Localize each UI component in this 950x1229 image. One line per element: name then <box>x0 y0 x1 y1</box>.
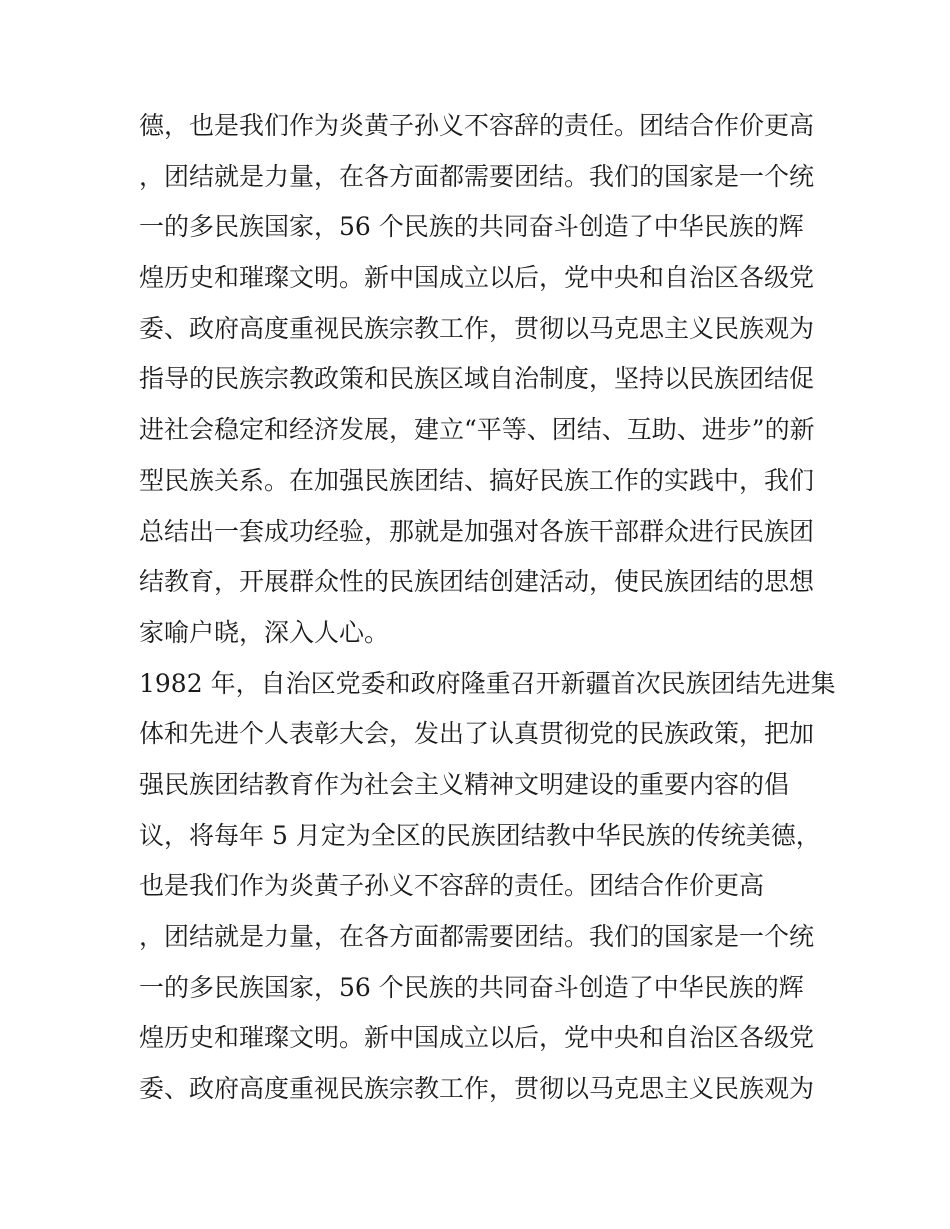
text-line: 也是我们作为炎黄子孙义不容辞的责任。团结合作价更高 <box>139 871 765 901</box>
text-line: 体和先进个人表彰大会，发出了认真贯彻党的民族政策，把加 <box>139 719 815 749</box>
text-line: 煌历史和璀璨文明。新中国成立以后，党中央和自治区各级党 <box>139 263 815 293</box>
body-text <box>139 101 836 1115</box>
text-line: 总结出一套成功经验，那就是加强对各族干部群众进行民族团 <box>139 516 815 546</box>
text-line: 一的多民族国家，56 个民族的共同奋斗创造了中华民族的辉 <box>139 972 804 1002</box>
text-line: 煌历史和璀璨文明。新中国成立以后，党中央和自治区各级党 <box>139 1023 815 1053</box>
text-line: 进社会稳定和经济发展，建立“平等、团结、互助、进步”的新 <box>139 415 815 445</box>
text-line: 德，也是我们作为炎黄子孙义不容辞的责任。团结合作价更高 <box>139 111 815 140</box>
text-line: 一的多民族国家，56 个民族的共同奋斗创造了中华民族的辉 <box>139 212 804 242</box>
text-line: 议，将每年 5 月定为全区的民族团结教中华民族的传统美德， <box>139 820 821 850</box>
text-line: 家喻户晓，深入人心。 <box>139 617 390 647</box>
text-line: 委、政府高度重视民族宗教工作，贯彻以马克思主义民族观为 <box>139 313 815 343</box>
text-line: 1982 年，自治区党委和政府隆重召开新疆首次民族团结先进集 <box>139 668 836 698</box>
text-line: ，团结就是力量，在各方面都需要团结。我们的国家是一个统 <box>139 922 815 951</box>
text-line: 委、政府高度重视民族宗教工作，贯彻以马克思主义民族观为 <box>139 1074 815 1104</box>
text-line: ，团结就是力量，在各方面都需要团结。我们的国家是一个统 <box>139 161 815 191</box>
text-line: 结教育，开展群众性的民族团结创建活动，使民族团结的思想 <box>139 567 815 597</box>
text-line: 强民族团结教育作为社会主义精神文明建设的重要内容的倡 <box>139 769 790 799</box>
text-line: 型民族关系。在加强民族团结、搞好民族工作的实践中，我们 <box>139 465 815 495</box>
text-line: 指导的民族宗教政策和民族区域自治制度，坚持以民族团结促 <box>139 364 815 394</box>
